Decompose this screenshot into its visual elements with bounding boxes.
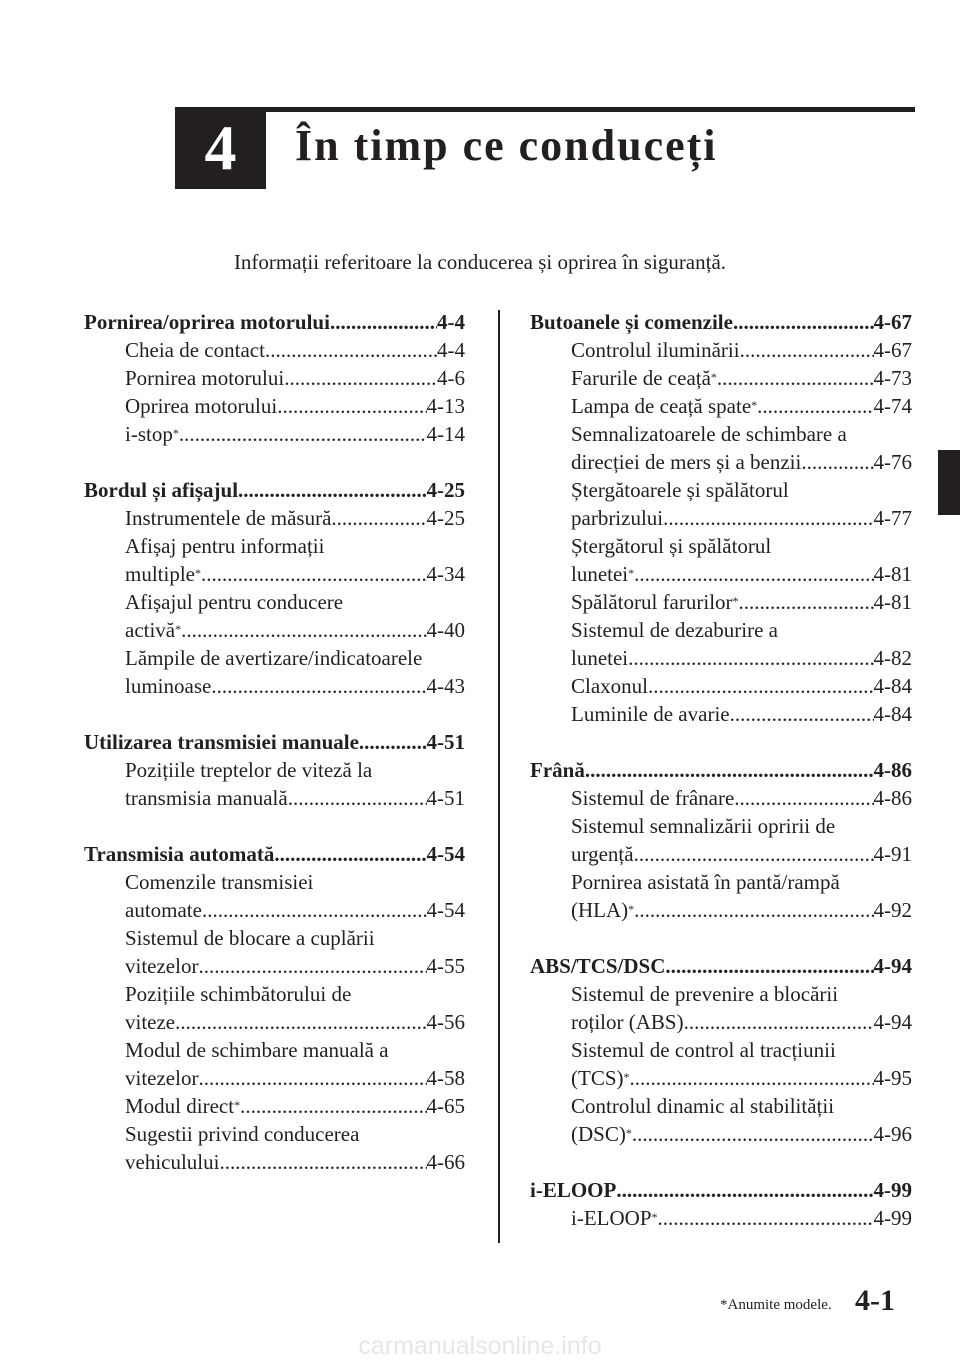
- entry-page: 4-74: [873, 394, 912, 418]
- entry-page: 4-55: [426, 954, 465, 978]
- toc-section: [530, 308, 912, 728]
- section-title: Utilizarea transmisiei manuale: [84, 730, 359, 754]
- toc-section: [84, 476, 465, 700]
- entry-page: 4-73: [873, 366, 912, 390]
- entry-line: Sistemul de prevenire a blocării: [571, 982, 839, 1006]
- toc-entry: [84, 364, 465, 392]
- entry-page: 4-66: [426, 1150, 465, 1174]
- dot-leader: [616, 1176, 873, 1204]
- dot-leader: [628, 644, 873, 672]
- dot-leader: [284, 364, 437, 392]
- entry-last-line: [571, 784, 912, 812]
- entry-last-line: [571, 560, 912, 588]
- toc-entry: [530, 868, 912, 924]
- toc-entry: [84, 980, 465, 1036]
- entry-text: i-stop: [125, 422, 173, 446]
- entry-line: Afișaj pentru informații: [125, 534, 325, 558]
- section-page: 4-54: [426, 842, 465, 866]
- toc-entry: [84, 392, 465, 420]
- entry-line: Lămpile de avertizare/indicatoarele: [125, 646, 423, 670]
- entry-line: Sistemul de blocare a cuplării: [125, 926, 375, 950]
- entry-last-line: [571, 840, 912, 868]
- dot-leader: [717, 364, 874, 392]
- toc-section: [84, 840, 465, 1176]
- chapter-number-box: [175, 107, 266, 189]
- toc-entry: [84, 532, 465, 588]
- entry-title: [125, 672, 211, 700]
- page-number: 4-1: [855, 1284, 895, 1317]
- section-page: 4-25: [426, 478, 465, 502]
- entry-title: [125, 560, 201, 588]
- entry-title: [125, 952, 198, 980]
- entry-last-line: [125, 1008, 465, 1036]
- entry-line: Comenzile transmisiei: [125, 870, 314, 894]
- entry-text: Farurile de ceață: [571, 366, 711, 390]
- entry-line: Pozițiile schimbătorului de: [125, 982, 352, 1006]
- toc-entry: [530, 588, 912, 616]
- entry-text: activă: [125, 618, 176, 642]
- toc-entry: [530, 672, 912, 700]
- dot-leader: [634, 840, 874, 868]
- entry-last-line: [125, 1064, 465, 1092]
- entry-title: [125, 392, 277, 420]
- entry-text: Oprirea motorului: [125, 394, 278, 418]
- dot-leader: [219, 1148, 426, 1176]
- dot-leader: [331, 504, 426, 532]
- entry-page: 4-56: [426, 1010, 465, 1034]
- section-title: Pornirea/oprirea motorului: [84, 310, 330, 334]
- entry-title: [125, 1064, 198, 1092]
- toc-entry: [84, 336, 465, 364]
- dot-leader: [198, 952, 426, 980]
- entry-page: 4-40: [426, 618, 465, 642]
- toc-entry: [530, 420, 912, 476]
- section-heading: [84, 840, 465, 868]
- toc-entry: [530, 392, 912, 420]
- toc-entry: [84, 1092, 465, 1120]
- entry-title: [571, 784, 734, 812]
- dot-leader: [277, 392, 426, 420]
- entry-page: 4-51: [426, 786, 465, 810]
- entry-text: vitezelor: [125, 954, 199, 978]
- entry-line: Sistemul de dezaburire a: [571, 618, 779, 642]
- entry-title: [125, 1092, 240, 1120]
- entry-title: [571, 700, 730, 728]
- dot-leader: [734, 784, 873, 812]
- dot-leader: [202, 896, 427, 924]
- entry-last-line: [125, 672, 465, 700]
- dot-leader: [198, 1064, 426, 1092]
- entry-page: 4-86: [873, 786, 912, 810]
- entry-last-line: [125, 392, 465, 420]
- toc-section: [530, 952, 912, 1148]
- footnote-marker: *: [732, 594, 739, 608]
- footnote-marker: *: [751, 398, 758, 412]
- entry-page: 4-82: [873, 646, 912, 670]
- section-page: 4-4: [437, 310, 465, 334]
- toc-section: [530, 1176, 912, 1232]
- section-heading: [530, 1176, 912, 1204]
- entry-page: 4-99: [873, 1206, 912, 1230]
- entry-last-line: [125, 616, 465, 644]
- section-page: 4-67: [873, 310, 912, 334]
- entry-text: roților (ABS): [571, 1010, 684, 1034]
- entry-text: Modul direct: [125, 1094, 235, 1118]
- footnote-marker: *: [623, 1070, 630, 1084]
- entry-text: vitezelor: [125, 1066, 199, 1090]
- toc-entry: [530, 812, 912, 868]
- toc-entry: [530, 980, 912, 1036]
- dot-leader: [757, 392, 873, 420]
- entry-line: Sugestii privind conducerea: [125, 1122, 360, 1146]
- footnote-marker: *: [175, 622, 182, 636]
- entry-title: [571, 448, 801, 476]
- entry-last-line: [571, 588, 912, 616]
- entry-last-line: [125, 1148, 465, 1176]
- entry-title: [571, 1064, 630, 1092]
- dot-leader: [658, 1204, 874, 1232]
- entry-last-line: [571, 364, 912, 392]
- section-title: Bordul și afișajul: [84, 478, 239, 502]
- entry-page: 4-95: [873, 1066, 912, 1090]
- entry-title: [571, 588, 739, 616]
- entry-last-line: [125, 1092, 465, 1120]
- dot-leader: [740, 336, 874, 364]
- toc-section: [84, 308, 465, 448]
- entry-page: 4-25: [426, 506, 465, 530]
- toc-entry: [84, 644, 465, 700]
- dot-leader: [238, 476, 426, 504]
- toc-entry: [530, 1092, 912, 1148]
- entry-last-line: [571, 392, 912, 420]
- toc-entry: [84, 588, 465, 644]
- entry-last-line: [571, 1008, 912, 1036]
- dot-leader: [359, 728, 427, 756]
- entry-text: Spălătorul farurilor: [571, 590, 733, 614]
- entry-line: Sistemul semnalizării opririi de: [571, 814, 836, 838]
- toc-entry: [530, 336, 912, 364]
- entry-text: multiple: [125, 562, 195, 586]
- toc-entry: [84, 924, 465, 980]
- toc-entry: [84, 504, 465, 532]
- dot-leader: [288, 784, 427, 812]
- entry-title: [125, 336, 265, 364]
- section-heading: [530, 308, 912, 336]
- entry-page: 4-6: [437, 366, 465, 390]
- entry-title: [125, 364, 284, 392]
- footnote-marker: *: [234, 1098, 241, 1112]
- dot-leader: [663, 504, 873, 532]
- footnote-marker: *: [710, 370, 717, 384]
- entry-title: [571, 896, 634, 924]
- entry-text: Instrumentele de măsură: [125, 506, 332, 530]
- entry-page: 4-81: [873, 590, 912, 614]
- section-heading: [530, 756, 912, 784]
- toc-entry: [530, 616, 912, 672]
- entry-page: 4-84: [873, 674, 912, 698]
- entry-text: (HLA): [571, 898, 629, 922]
- entry-page: 4-92: [873, 898, 912, 922]
- dot-leader: [240, 1092, 426, 1120]
- entry-last-line: [125, 420, 465, 448]
- entry-text: (DSC): [571, 1122, 626, 1146]
- dot-leader: [739, 588, 874, 616]
- toc-entry: [84, 420, 465, 448]
- dot-leader: [648, 672, 874, 700]
- dot-leader: [274, 840, 426, 868]
- entry-text: automate: [125, 898, 202, 922]
- section-page: 4-94: [873, 954, 912, 978]
- entry-title: [571, 672, 648, 700]
- entry-text: luminoase: [125, 674, 212, 698]
- entry-last-line: [571, 1120, 912, 1148]
- entry-title: [571, 840, 634, 868]
- entry-line: Semnalizatoarele de schimbare a: [571, 422, 847, 446]
- entry-title: [571, 392, 757, 420]
- entry-title: [571, 1120, 632, 1148]
- entry-page: 4-65: [426, 1094, 465, 1118]
- toc-entry: [84, 1120, 465, 1176]
- entry-line: Sistemul de control al tracțiunii: [571, 1038, 836, 1062]
- toc-entry: [530, 700, 912, 728]
- entry-page: 4-54: [426, 898, 465, 922]
- entry-last-line: [571, 672, 912, 700]
- entry-last-line: [571, 1204, 912, 1232]
- section-title: Frână: [530, 758, 585, 782]
- entry-text: viteze: [125, 1010, 176, 1034]
- entry-title: [571, 560, 634, 588]
- entry-text: Controlul iluminării: [571, 338, 740, 362]
- chapter-side-tab: [938, 450, 960, 515]
- dot-leader: [265, 336, 437, 364]
- dot-leader: [665, 952, 873, 980]
- section-heading: [84, 308, 465, 336]
- footnote-marker: *: [195, 566, 201, 580]
- toc-left-column: [84, 308, 465, 1204]
- section-page: 4-86: [873, 758, 912, 782]
- chapter-number: 4: [204, 112, 237, 183]
- dot-leader: [634, 560, 873, 588]
- footnote-marker: *: [628, 902, 635, 916]
- entry-title: [571, 504, 663, 532]
- entry-last-line: [125, 336, 465, 364]
- entry-line: Ștergătoarele și spălătorul: [571, 478, 789, 502]
- entry-last-line: [125, 364, 465, 392]
- entry-page: 4-67: [873, 338, 912, 362]
- entry-text: Pornirea motorului: [125, 366, 285, 390]
- footnote-marker: *: [172, 426, 179, 440]
- entry-title: [125, 616, 181, 644]
- entry-last-line: [571, 700, 912, 728]
- toc-entry: [84, 756, 465, 812]
- entry-text: Claxonul: [571, 674, 648, 698]
- entry-last-line: [571, 896, 912, 924]
- entry-last-line: [571, 1064, 912, 1092]
- section-page: 4-51: [426, 730, 465, 754]
- entry-page: 4-81: [873, 562, 912, 586]
- footnote-marker: *: [628, 566, 635, 580]
- entry-title: [125, 784, 288, 812]
- entry-text: vehiculului: [125, 1150, 220, 1174]
- entry-line: Modul de schimbare manuală a: [125, 1038, 389, 1062]
- entry-title: [125, 1148, 219, 1176]
- entry-text: Lampa de ceață spate: [571, 394, 752, 418]
- dot-leader: [634, 896, 873, 924]
- entry-last-line: [125, 896, 465, 924]
- entry-text: Luminile de avarie: [571, 702, 730, 726]
- dot-leader: [330, 308, 437, 336]
- footnote: *Anumite modele.: [720, 1297, 832, 1313]
- footnote-marker: *: [625, 1126, 632, 1140]
- toc-entry: [84, 868, 465, 924]
- toc-entry: [84, 1036, 465, 1092]
- dot-leader: [201, 560, 427, 588]
- section-heading: [84, 476, 465, 504]
- entry-text: (TCS): [571, 1066, 624, 1090]
- entry-text: transmisia manuală: [125, 786, 288, 810]
- entry-line: Pozițiile treptelor de viteză la: [125, 758, 373, 782]
- entry-line: Controlul dinamic al stabilității: [571, 1094, 835, 1118]
- entry-page: 4-4: [437, 338, 465, 362]
- entry-title: [571, 1008, 684, 1036]
- entry-text: lunetei: [571, 646, 629, 670]
- chapter-subtitle: Informații referitoare la conducerea și oprirea în siguranță.: [233, 250, 727, 274]
- entry-title: [125, 504, 331, 532]
- entry-page: 4-76: [873, 450, 912, 474]
- entry-page: 4-43: [426, 674, 465, 698]
- section-title: i-ELOOP: [530, 1178, 617, 1202]
- section-title: Transmisia automată: [84, 842, 275, 866]
- toc-entry: [530, 1204, 912, 1232]
- section-heading: [530, 952, 912, 980]
- toc-entry: [530, 784, 912, 812]
- chapter-title: În timp ce conduceți: [295, 121, 718, 170]
- entry-title: [125, 896, 202, 924]
- entry-text: Cheia de contact: [125, 338, 265, 362]
- entry-page: 4-13: [426, 394, 465, 418]
- entry-page: 4-96: [873, 1122, 912, 1146]
- dot-leader: [211, 672, 426, 700]
- dot-leader: [175, 1008, 426, 1036]
- entry-text: urgență: [571, 842, 634, 866]
- entry-title: [125, 1008, 175, 1036]
- section-title: ABS/TCS/DSC: [530, 954, 666, 978]
- entry-last-line: [571, 644, 912, 672]
- entry-title: [125, 420, 179, 448]
- toc-right-column: [530, 308, 912, 1260]
- column-divider: [498, 310, 500, 1243]
- entry-title: [571, 364, 717, 392]
- entry-last-line: [571, 336, 912, 364]
- entry-page: 4-84: [873, 702, 912, 726]
- toc-entry: [530, 532, 912, 588]
- toc-entry: [530, 476, 912, 532]
- toc-entry: [530, 1036, 912, 1092]
- section-page: 4-99: [873, 1178, 912, 1202]
- dot-leader: [179, 420, 427, 448]
- entry-page: 4-94: [873, 1010, 912, 1034]
- footnote-marker: *: [651, 1210, 658, 1224]
- entry-last-line: [125, 952, 465, 980]
- entry-text: parbrizului: [571, 506, 664, 530]
- entry-last-line: [571, 504, 912, 532]
- entry-line: Pornirea asistată în pantă/rampă: [571, 870, 840, 894]
- watermark: carmanualsonline.info: [358, 1332, 602, 1360]
- entry-text: Sistemul de frânare: [571, 786, 735, 810]
- dot-leader: [801, 448, 873, 476]
- section-title: Butoanele și comenzile: [530, 310, 733, 334]
- entry-text: lunetei: [571, 562, 629, 586]
- dot-leader: [181, 616, 426, 644]
- entry-last-line: [125, 560, 465, 588]
- entry-last-line: [125, 784, 465, 812]
- entry-title: [571, 1204, 658, 1232]
- dot-leader: [684, 1008, 874, 1036]
- header-rule: [175, 107, 915, 112]
- dot-leader: [585, 756, 874, 784]
- section-heading: [84, 728, 465, 756]
- dot-leader: [632, 1120, 874, 1148]
- entry-text: direcției de mers și a benzii: [571, 450, 802, 474]
- entry-page: 4-91: [873, 842, 912, 866]
- entry-page: 4-58: [426, 1066, 465, 1090]
- toc-section: [530, 756, 912, 924]
- dot-leader: [730, 700, 874, 728]
- entry-text: i-ELOOP: [571, 1206, 652, 1230]
- entry-title: [571, 644, 628, 672]
- entry-page: 4-14: [426, 422, 465, 446]
- entry-page: 4-77: [873, 506, 912, 530]
- entry-title: [571, 336, 740, 364]
- toc-entry: [530, 364, 912, 392]
- toc-section: [84, 728, 465, 812]
- dot-leader: [733, 308, 874, 336]
- entry-last-line: [571, 448, 912, 476]
- entry-line: Ștergătorul și spălătorul: [571, 534, 772, 558]
- dot-leader: [630, 1064, 874, 1092]
- entry-line: Afișajul pentru conducere: [125, 590, 344, 614]
- entry-last-line: [125, 504, 465, 532]
- entry-page: 4-34: [426, 562, 465, 586]
